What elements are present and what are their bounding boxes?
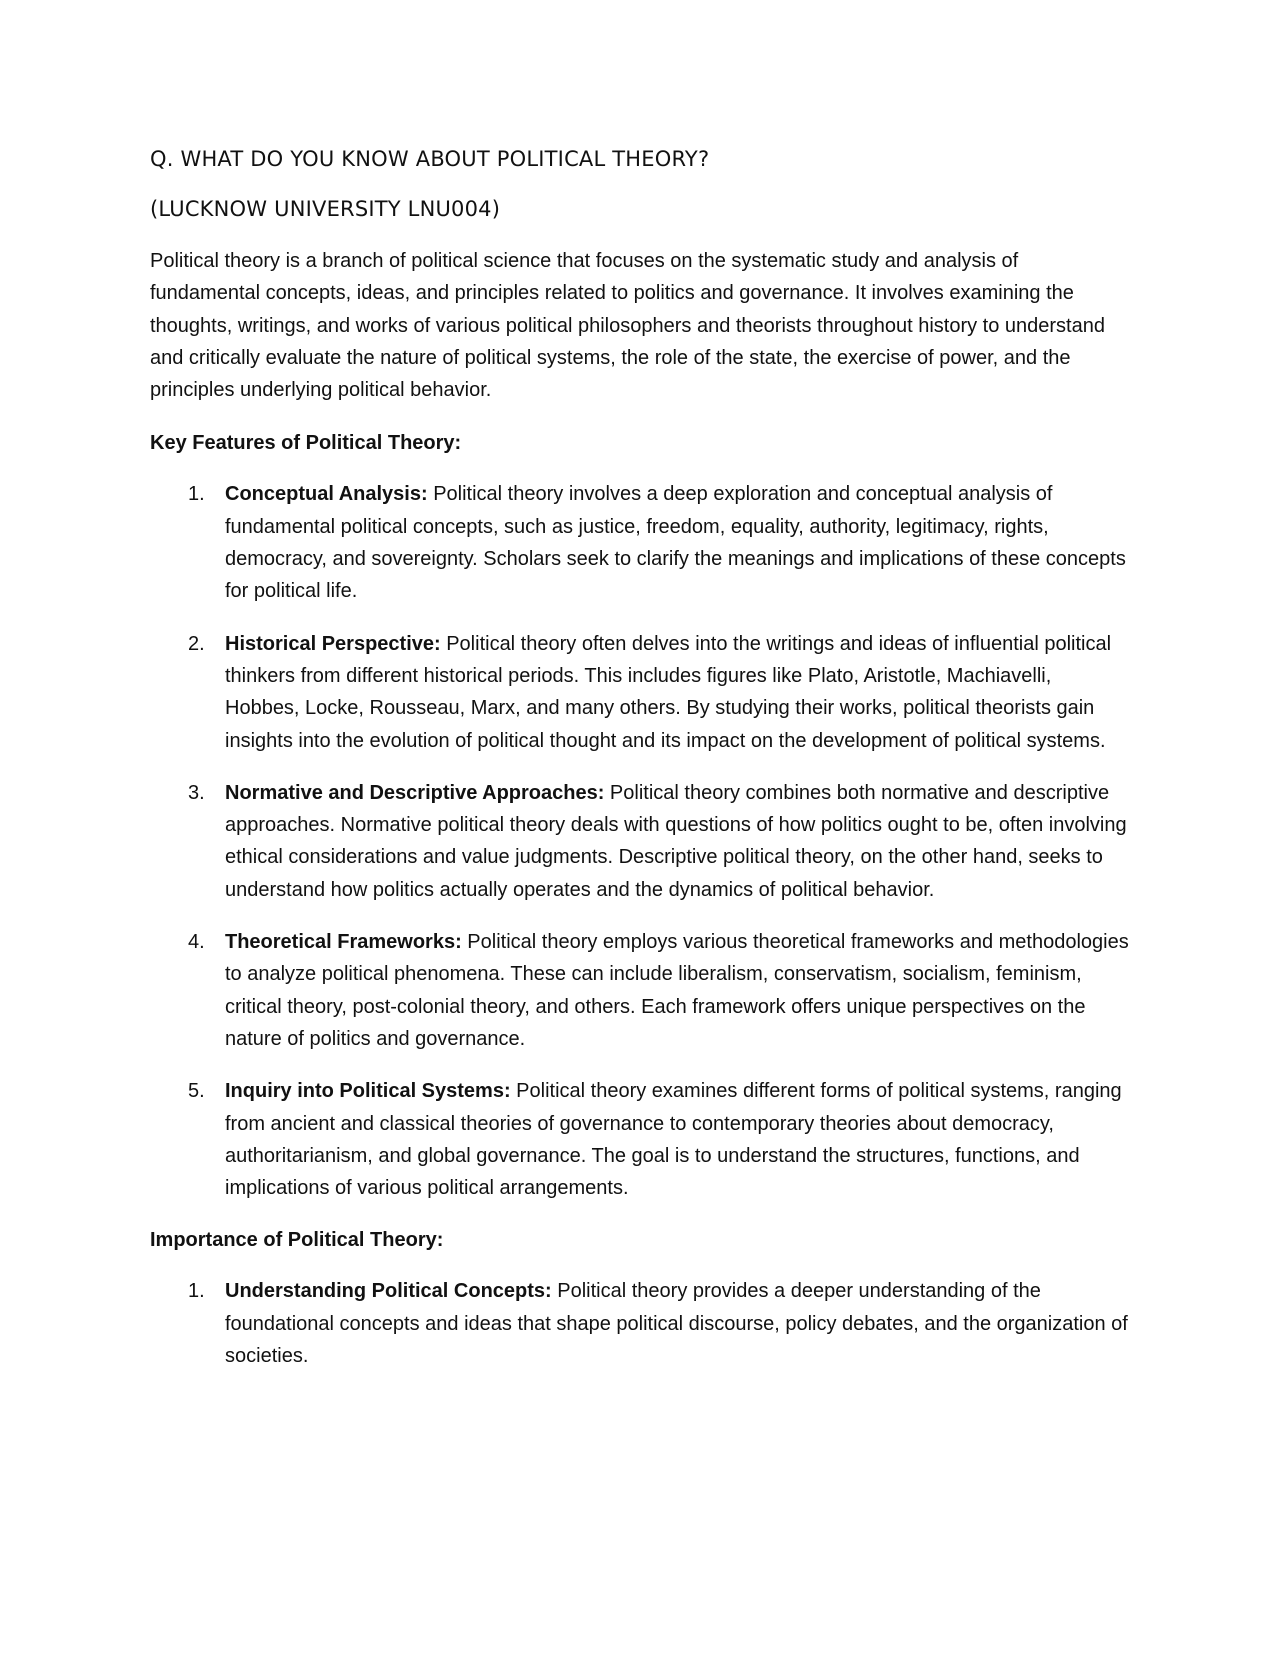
list-item-number: 2. [188, 632, 205, 655]
document-page [150, 145, 1130, 1392]
list-item [150, 478, 1130, 607]
list-item-term: Historical Perspective: [225, 632, 441, 655]
importance-list [150, 1275, 1130, 1372]
importance-heading: Importance of Political Theory: [150, 1229, 444, 1252]
list-item-text: Political theory employs various theoretical frameworks and methodologies to analyze political phenomena. These can include liberalism, conservatism, socialism, feminism, critical theory, post-colonial theory, and others. Each framework offers unique perspectives on the nature of politics and governance. [225, 931, 1129, 1050]
key-features-list [150, 478, 1130, 1204]
list-item [150, 926, 1130, 1055]
list-item-text: Political theory provides a deeper understanding of the foundational concepts and ideas that shape political discourse, policy debates, and the organization of societies. [225, 1280, 1128, 1368]
list-item-text: Political theory examines different forms of political systems, ranging from ancient and classical theories of governance to contemporary theories about democracy, authoritarianism, and global governance. The goal is to understand the structures, functions, and implications of various political arrangements. [225, 1080, 1122, 1200]
list-item-term: Understanding Political Concepts: [225, 1280, 552, 1303]
source-line: (LUCKNOW UNIVERSITY LNU004) [150, 197, 501, 221]
question-title: Q. WHAT DO YOU KNOW ABOUT POLITICAL THEORY? [150, 147, 710, 171]
list-item-term: Conceptual Analysis: [225, 483, 428, 506]
list-item-text: Political theory combines both normative and descriptive approaches. Normative political theory deals with questions of how politics ought to be, often involving ethical considerations and value judgments. Descriptive political theory, on the other hand, seeks to understand how politics actually operates and the dynamics of political behavior. [225, 781, 1127, 901]
list-item [150, 777, 1130, 906]
list-item-text: Political theory often delves into the writings and ideas of influential political thinkers from different historical periods. This includes figures like Plato, Aristotle, Machiavelli, Hobbes, Locke, Rousseau, Marx, and many others. By studying their works, political theorists gain insights into the evolution of political thought and its impact on the development of political systems. [225, 632, 1112, 752]
list-item-number: 4. [188, 931, 205, 954]
list-item [150, 1075, 1130, 1204]
list-item-number: 5. [188, 1080, 205, 1103]
list-item-term: Theoretical Frameworks: [225, 931, 462, 954]
list-item [150, 1275, 1130, 1372]
list-item-text: Political theory involves a deep exploration and conceptual analysis of fundamental political concepts, such as justice, freedom, equality, authority, legitimacy, rights, democracy, and sovereignty. Scholars seek to clarify the meanings and implications of these concepts for political life. [225, 483, 1126, 603]
intro-paragraph: Political theory is a branch of political science that focuses on the systematic study and analysis of fundamental concepts, ideas, and principles related to politics and governance. It involves examining the thoughts, writings, and works of various political philosophers and theorists throughout history to understand and critically evaluate the nature of political systems, the role of the state, the exercise of power, and the principles underlying political behavior. [150, 250, 1105, 402]
list-item-number: 3. [188, 781, 205, 804]
list-item-term: Inquiry into Political Systems: [225, 1080, 511, 1103]
list-item-number: 1. [188, 1280, 205, 1303]
list-item-term: Normative and Descriptive Approaches: [225, 781, 605, 804]
list-item-number: 1. [188, 483, 205, 506]
list-item [150, 628, 1130, 757]
key-features-heading: Key Features of Political Theory: [150, 432, 462, 455]
